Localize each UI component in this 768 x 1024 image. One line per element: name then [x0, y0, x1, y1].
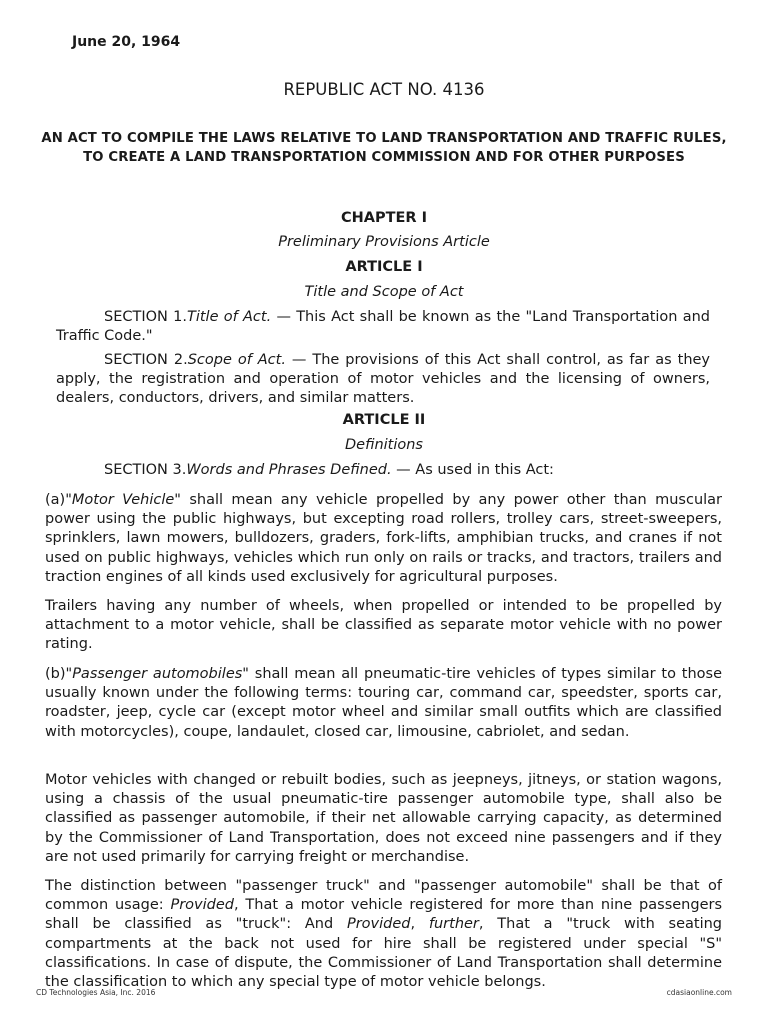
- section-2-title: Scope of Act.: [187, 352, 286, 368]
- section-3-label: SECTION 3.: [104, 462, 187, 478]
- paragraph-a: [45, 491, 722, 587]
- paragraph-trailers: Trailers having any number of wheels, when propelled or intended to be propelled by attachment to a motor vehicle, shall be classified as separate motor vehicle with no power rating.: [45, 598, 722, 653]
- section-3-title: Words and Phrases Defined.: [186, 462, 392, 478]
- paragraph-b-text: " shall mean all pneumatic-tire vehicles of types similar to those usually known under the following terms: touring car, command car, speedster, sports car, roadster, jeep, cycle car (except motor wheel and similar small outfits which are classified with motorcycles), coupe, landaulet, closed car, limousine, cabriolet, and sedan.: [45, 666, 722, 740]
- distinction-text-1: The distinction between "passenger truck" and "passenger automobile" shall be that of common usage:: [45, 878, 722, 914]
- paragraph-b-prefix: (b)": [45, 666, 73, 682]
- section-2: [56, 351, 710, 409]
- footer-publisher: CD Technologies Asia, Inc. 2016: [36, 988, 156, 997]
- document-date: June 20, 1964: [72, 34, 181, 50]
- article-1-heading: ARTICLE I: [345, 259, 423, 275]
- section-2-text: — The provisions of this Act shall control, as far as they apply, the registration and operation of motor vehicles and the licensing of owners, dealers, conductors, drivers, and similar matters.: [56, 352, 711, 407]
- section-1-title: Title of Act.: [186, 309, 272, 325]
- distinction-provided-1: Provided: [170, 897, 234, 914]
- paragraph-a-text: " shall mean any vehicle propelled by any power other than muscular power using the public highways, but excepting road rollers, trolley cars, street-sweepers, sprinklers, lawn mowers, bulldozers, graders, fork-lifts, amphibian trucks, and cranes if not used on public highways, vehicles which run only on rails or tracks, and tractors, trailers and traction engines of all kinds used exclusively for agricultural purposes.: [45, 492, 723, 585]
- act-title: REPUBLIC ACT NO. 4136: [283, 80, 485, 99]
- section-3-text: — As used in this Act:: [391, 462, 554, 478]
- article-2-subheading: Definitions: [344, 437, 423, 453]
- paragraph-b-term: Passenger automobiles: [72, 666, 243, 682]
- paragraph-a-term: Motor Vehicle: [71, 492, 175, 508]
- footer-website: cdasiaonline.com: [666, 988, 732, 997]
- article-2-heading: ARTICLE II: [342, 412, 426, 428]
- section-3: [56, 461, 710, 480]
- distinction-text-3: ,: [410, 916, 429, 933]
- distinction-provided-2: Provided: [346, 916, 411, 933]
- section-1-label: SECTION 1.: [104, 309, 187, 325]
- act-subtitle: AN ACT TO COMPILE THE LAWS RELATIVE TO LAND TRANSPORTATION AND TRAFFIC RULES, TO CREATE A LAND TRANSPORTATION COMMISSION AND FOR OTHER PURPOSES: [41, 131, 727, 165]
- paragraph-distinction: [45, 877, 722, 992]
- section-2-label: SECTION 2.: [104, 352, 188, 368]
- distinction-further: further: [428, 916, 479, 933]
- paragraph-motor-vehicles: Motor vehicles with changed or rebuilt bodies, such as jeepneys, jitneys, or station wagons, using a chassis of the usual pneumatic-tire passenger automobile type, shall also be classified as passenger automobile, if their net allowable carrying capacity, as determined by the Commissioner of Land Transportation, does not exceed nine passengers and if they are not used primarily for carrying freight or merchandise.: [45, 772, 722, 865]
- section-1: [56, 308, 710, 346]
- paragraph-a-prefix: (a)": [45, 492, 72, 508]
- article-1-subheading: Title and Scope of Act: [304, 284, 464, 300]
- chapter-heading: CHAPTER I: [340, 210, 428, 226]
- paragraph-b: [45, 665, 722, 742]
- distinction-text-2: , That a motor vehicle registered for more than nine passengers shall be classified as "truck": And: [45, 897, 723, 933]
- chapter-subheading: Preliminary Provisions Article: [278, 234, 490, 250]
- distinction-text-4: , That a "truck with seating compartments at the back not used for hire shall be registered under special "S" classifications. In case of dispute, the Commissioner of Land Transportation shall determine the classification to which any special type of motor vehicle belongs.: [45, 916, 723, 991]
- section-1-text: — This Act shall be known as the "Land Transportation and Traffic Code.": [56, 309, 711, 345]
